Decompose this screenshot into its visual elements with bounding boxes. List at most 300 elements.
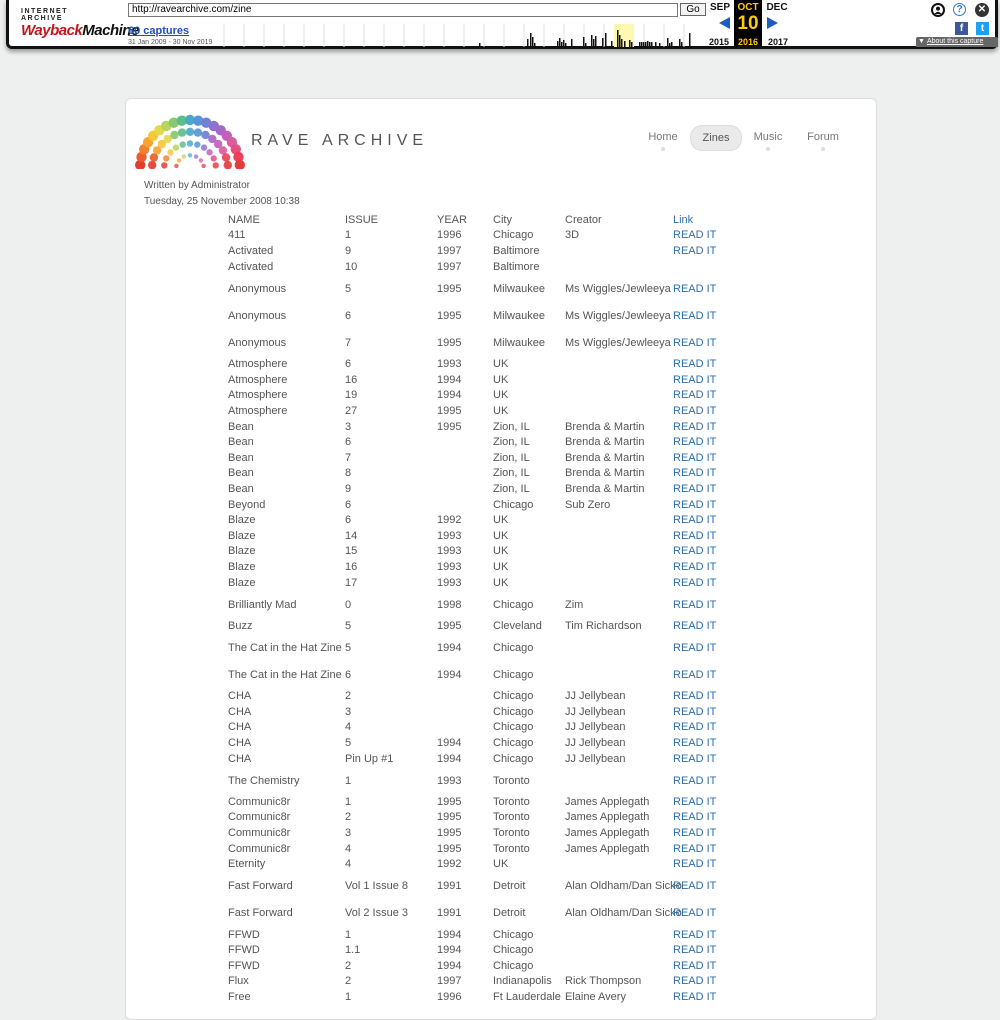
capture-sparkline[interactable]: [219, 24, 697, 47]
cell-city: UK: [493, 561, 509, 573]
capture-bar: [561, 42, 563, 47]
cell-issue: 6: [345, 310, 352, 322]
table-row: [126, 310, 876, 326]
cell-year: 1996: [437, 229, 462, 241]
cell-issue: 5: [345, 283, 352, 295]
cell-name: Communic8r: [228, 796, 291, 808]
cell-issue: 5: [345, 620, 352, 632]
capture-bar: [667, 38, 669, 47]
cell-year: 1994: [437, 929, 462, 941]
cell-city: Milwaukee: [493, 310, 545, 322]
cell-creator: Elaine Avery: [565, 991, 626, 1003]
cell-name: CHA: [228, 721, 252, 733]
chevron-down-icon: ▼: [918, 38, 925, 45]
table-row: [126, 843, 876, 859]
cell-name: Atmosphere: [228, 389, 288, 401]
cell-name: Communic8r: [228, 811, 291, 823]
cell-city: UK: [493, 514, 509, 526]
cell-creator: Alan Oldham/Dan Sicko: [565, 907, 682, 919]
read-it-link[interactable]: READ IT: [673, 577, 717, 589]
logo-wayback-text: [21, 22, 139, 40]
capture-bar: [681, 42, 683, 47]
cell-issue: 3: [345, 706, 352, 718]
cell-name: Anonymous: [228, 337, 287, 349]
table-row: [126, 452, 876, 468]
read-it-link[interactable]: READ IT: [673, 620, 717, 632]
about-capture-link[interactable]: About this capture: [926, 38, 984, 45]
cell-city: Chicago: [493, 706, 534, 718]
capture-bar: [559, 38, 561, 47]
read-it-link[interactable]: READ IT: [673, 929, 717, 941]
column-header-issue: ISSUE: [345, 214, 379, 226]
twitter-icon[interactable]: t: [976, 22, 989, 35]
cell-name: CHA: [228, 690, 252, 702]
cell-city: Chicago: [493, 690, 534, 702]
cell-year: 1995: [437, 827, 462, 839]
cell-name: Free: [228, 991, 251, 1003]
cell-creator: Ms Wiggles/Jewleeya: [565, 337, 671, 349]
cell-city: UK: [493, 405, 509, 417]
cell-name: CHA: [228, 753, 252, 765]
next-capture-arrow-icon[interactable]: [767, 17, 778, 29]
table-row: [126, 577, 876, 593]
column-header-name: NAME: [228, 214, 260, 226]
capture-bar: [624, 41, 626, 47]
read-it-link[interactable]: READ IT: [673, 514, 717, 526]
table-row: [126, 753, 876, 769]
prev-year-label[interactable]: 2015: [708, 37, 730, 47]
cell-creator: James Applegath: [565, 811, 650, 823]
read-it-link[interactable]: READ IT: [673, 545, 717, 557]
capture-bar: [534, 43, 536, 47]
cell-city: UK: [493, 858, 509, 870]
nav-music-dot: [766, 147, 770, 151]
capture-bar: [602, 38, 604, 47]
read-it-link[interactable]: READ IT: [673, 753, 717, 765]
cell-issue: 6: [345, 358, 352, 370]
capture-bar: [593, 39, 595, 47]
cell-name: Fast Forward: [228, 880, 293, 892]
cell-year: 1993: [437, 775, 462, 787]
capture-bar: [619, 35, 621, 47]
read-it-link[interactable]: READ IT: [673, 880, 717, 892]
logo-dot: [222, 153, 230, 161]
prev-capture-arrow-icon[interactable]: [719, 17, 730, 29]
nav-zines-label: Zines: [702, 132, 730, 144]
cell-year: 1997: [437, 975, 462, 987]
column-header-year: YEAR: [437, 214, 467, 226]
cell-issue: 7: [345, 337, 352, 349]
read-it-link[interactable]: READ IT: [673, 737, 717, 749]
read-it-link[interactable]: READ IT: [673, 944, 717, 956]
cell-name: Bean: [228, 483, 254, 495]
table-header-row: [126, 214, 876, 230]
table-row: [126, 467, 876, 483]
logo-dot: [194, 154, 198, 158]
table-row: [126, 737, 876, 753]
cell-name: Bean: [228, 436, 254, 448]
table-row: [126, 530, 876, 546]
read-it-link[interactable]: READ IT: [673, 436, 717, 448]
cell-issue: 2: [345, 690, 352, 702]
cell-city: Zion, IL: [493, 467, 530, 479]
table-row: [126, 944, 876, 960]
url-input[interactable]: [128, 3, 678, 17]
cell-creator: James Applegath: [565, 796, 650, 808]
logo-dot: [224, 161, 232, 169]
current-year: 2016: [737, 37, 759, 47]
read-it-link[interactable]: READ IT: [673, 721, 717, 733]
cell-city: Zion, IL: [493, 452, 530, 464]
capture-bar: [479, 43, 481, 47]
cell-city: Zion, IL: [493, 436, 530, 448]
logo-dot: [206, 149, 212, 155]
nav-forum-dot: [821, 147, 825, 151]
capture-bar: [669, 43, 671, 47]
read-it-link[interactable]: READ IT: [673, 421, 717, 433]
cell-city: Chicago: [493, 944, 534, 956]
cell-name: Blaze: [228, 545, 256, 557]
capture-bar: [641, 42, 643, 47]
cell-year: 1995: [437, 310, 462, 322]
cell-issue: 8: [345, 467, 352, 479]
current-day: 10: [737, 13, 759, 34]
cell-city: Milwaukee: [493, 337, 545, 349]
facebook-icon[interactable]: f: [955, 22, 968, 35]
capture-bar: [645, 42, 647, 47]
logo-dot: [174, 164, 178, 168]
table-row: [126, 374, 876, 390]
capture-bar: [679, 39, 681, 47]
cell-creator: Brenda & Martin: [565, 452, 645, 464]
cell-year: 1995: [437, 811, 462, 823]
cell-year: 1995: [437, 620, 462, 632]
cell-creator: JJ Jellybean: [565, 706, 626, 718]
read-it-link[interactable]: READ IT: [673, 827, 717, 839]
cell-year: 1993: [437, 545, 462, 557]
cell-year: 1997: [437, 261, 462, 273]
cell-year: 1993: [437, 530, 462, 542]
table-row: [126, 642, 876, 658]
cell-creator: JJ Jellybean: [565, 721, 626, 733]
cell-issue: 5: [345, 642, 352, 654]
cell-name: Bean: [228, 421, 254, 433]
read-it-link[interactable]: READ IT: [673, 843, 717, 855]
nav-forum[interactable]: [804, 125, 842, 149]
cell-year: 1995: [437, 421, 462, 433]
read-it-link[interactable]: READ IT: [673, 283, 717, 295]
capture-bar: [595, 36, 597, 47]
cell-name: Communic8r: [228, 843, 291, 855]
cell-issue: 2: [345, 960, 352, 972]
cell-year: 1996: [437, 991, 462, 1003]
capture-bar: [605, 33, 607, 47]
user-icon[interactable]: [931, 3, 945, 17]
cell-year: 1994: [437, 960, 462, 972]
cell-city: Baltimore: [493, 245, 540, 257]
cell-city: Ft Lauderdale: [493, 991, 561, 1003]
cell-year: 1993: [437, 577, 462, 589]
cell-name: Activated: [228, 245, 274, 257]
table-row: [126, 545, 876, 561]
cell-name: Brilliantly Mad: [228, 599, 297, 611]
cell-issue: 3: [345, 421, 352, 433]
table-row: [126, 283, 876, 299]
table-row: [126, 514, 876, 530]
nav-music-label: Music: [753, 131, 783, 143]
current-capture-date: [734, 0, 762, 46]
logo-dot: [173, 144, 179, 150]
cell-name: Anonymous: [228, 310, 287, 322]
cell-issue: 1: [345, 796, 352, 808]
logo-dot: [182, 154, 186, 158]
cell-city: Milwaukee: [493, 283, 545, 295]
read-it-link[interactable]: READ IT: [673, 389, 717, 401]
read-it-link[interactable]: READ IT: [673, 374, 717, 386]
nav-forum-label: Forum: [807, 131, 839, 143]
cell-issue: 9: [345, 483, 352, 495]
cell-city: Chicago: [493, 960, 534, 972]
go-button[interactable]: Go: [680, 3, 706, 16]
logo-dot: [194, 141, 200, 147]
cell-issue: 10: [345, 261, 358, 273]
cell-name: Communic8r: [228, 827, 291, 839]
cell-creator: James Applegath: [565, 827, 650, 839]
cell-creator: Zim: [565, 599, 584, 611]
cell-issue: 16: [345, 374, 358, 386]
cell-year: 1992: [437, 858, 462, 870]
read-it-link[interactable]: READ IT: [673, 499, 717, 511]
read-it-link[interactable]: READ IT: [673, 530, 717, 542]
prev-month-label[interactable]: SEP: [709, 2, 730, 13]
table-row: [126, 706, 876, 722]
cell-city: Indianapolis: [493, 975, 552, 987]
table-row: [126, 436, 876, 452]
cell-name: Anonymous: [228, 283, 287, 295]
rave-archive-logo-icon[interactable]: [134, 109, 246, 169]
cell-city: Chicago: [493, 753, 534, 765]
capture-bar: [631, 42, 633, 47]
cell-creator: JJ Jellybean: [565, 753, 626, 765]
table-row: [126, 960, 876, 976]
cell-issue: 6: [345, 514, 352, 526]
cell-creator: Ms Wiggles/Jewleeya: [565, 283, 671, 295]
table-row: [126, 229, 876, 245]
capture-bar: [621, 39, 623, 47]
cell-city: Detroit: [493, 880, 526, 892]
cell-issue: 6: [345, 436, 352, 448]
cell-year: 1995: [437, 283, 462, 295]
cell-city: UK: [493, 545, 509, 557]
cell-issue: Vol 1 Issue 8: [345, 880, 408, 892]
read-it-link[interactable]: READ IT: [673, 358, 717, 370]
cell-issue: 1: [345, 775, 352, 787]
read-it-link[interactable]: READ IT: [673, 991, 717, 1003]
cell-issue: 14: [345, 530, 358, 542]
cell-issue: 2: [345, 975, 352, 987]
cell-name: Blaze: [228, 514, 256, 526]
read-it-link[interactable]: READ IT: [673, 775, 717, 787]
close-icon[interactable]: ✕: [975, 3, 989, 17]
capture-bar: [583, 37, 585, 47]
capture-bar: [527, 39, 529, 47]
logo-dot: [178, 128, 186, 136]
cell-creator: Ms Wiggles/Jewleeya: [565, 310, 671, 322]
logo-dot: [180, 141, 186, 147]
about-capture-tab[interactable]: [916, 37, 998, 47]
read-it-link[interactable]: READ IT: [673, 452, 717, 464]
read-it-link[interactable]: READ IT: [673, 245, 717, 257]
cell-name: Fast Forward: [228, 907, 293, 919]
cell-issue: 4: [345, 721, 352, 733]
capture-bar: [563, 40, 565, 47]
read-it-link[interactable]: READ IT: [673, 599, 717, 611]
read-it-link[interactable]: READ IT: [673, 405, 717, 417]
table-row: [126, 811, 876, 827]
cell-city: Toronto: [493, 796, 530, 808]
cell-name: FFWD: [228, 929, 260, 941]
cell-city: Chicago: [493, 721, 534, 733]
logo-wayback-word: Wayback: [21, 22, 83, 39]
article-date: Tuesday, 25 November 2008 10:38: [144, 196, 300, 207]
logo-dot: [186, 128, 194, 136]
cell-creator: Sub Zero: [565, 499, 611, 511]
cell-issue: 4: [345, 843, 352, 855]
read-it-link[interactable]: READ IT: [673, 337, 717, 349]
read-it-link[interactable]: READ IT: [673, 483, 717, 495]
table-row: [126, 405, 876, 421]
capture-bar: [689, 33, 691, 47]
capture-bar: [659, 43, 661, 47]
captures-link[interactable]: 60 captures: [128, 25, 190, 37]
column-header-link: Link: [673, 214, 694, 226]
cell-creator: 3D: [565, 229, 580, 241]
read-it-link[interactable]: READ IT: [673, 690, 717, 702]
next-year-label[interactable]: 2017: [767, 37, 789, 47]
cell-name: Bean: [228, 467, 254, 479]
cell-city: Toronto: [493, 775, 530, 787]
logo-dot: [170, 131, 178, 139]
nav-music[interactable]: [750, 125, 786, 149]
table-row: [126, 907, 876, 923]
cell-name: CHA: [228, 737, 252, 749]
cell-year: 1994: [437, 737, 462, 749]
wayback-logo[interactable]: [21, 8, 139, 39]
table-row: [126, 337, 876, 353]
read-it-link[interactable]: READ IT: [673, 975, 717, 987]
logo-dot: [199, 158, 203, 162]
logo-dot: [188, 153, 192, 157]
table-row: [126, 561, 876, 577]
cell-year: 1991: [437, 880, 462, 892]
capture-bar: [651, 42, 653, 47]
table-row: [126, 389, 876, 405]
cell-city: Cleveland: [493, 620, 542, 632]
cell-city: Chicago: [493, 929, 534, 941]
cell-name: Activated: [228, 261, 274, 273]
table-row: [126, 261, 876, 277]
cell-city: Zion, IL: [493, 421, 530, 433]
cell-issue: Pin Up #1: [345, 753, 394, 765]
logo-dot: [187, 140, 193, 146]
read-it-link[interactable]: READ IT: [673, 310, 717, 322]
cell-name: FFWD: [228, 944, 260, 956]
cell-city: UK: [493, 530, 509, 542]
logo-dot: [211, 155, 217, 161]
cell-creator: Brenda & Martin: [565, 436, 645, 448]
cell-city: UK: [493, 358, 509, 370]
read-it-link[interactable]: READ IT: [673, 229, 717, 241]
read-it-link[interactable]: READ IT: [673, 796, 717, 808]
nav-zines[interactable]: [690, 125, 742, 151]
read-it-link[interactable]: READ IT: [673, 960, 717, 972]
logo-dot: [163, 155, 169, 161]
read-it-link[interactable]: READ IT: [673, 706, 717, 718]
read-it-link[interactable]: READ IT: [673, 907, 717, 919]
cell-year: 1992: [437, 514, 462, 526]
cell-year: 1991: [437, 907, 462, 919]
cell-year: 1993: [437, 561, 462, 573]
cell-city: Baltimore: [493, 261, 540, 273]
cell-name: The Chemistry: [228, 775, 300, 787]
cell-city: Chicago: [493, 737, 534, 749]
cell-creator: Brenda & Martin: [565, 483, 645, 495]
logo-internet-archive-text: INTERNET ARCHIVE: [21, 8, 68, 22]
cell-name: Atmosphere: [228, 358, 288, 370]
capture-bar: [532, 37, 534, 47]
cell-name: Eternity: [228, 858, 266, 870]
cell-name: Atmosphere: [228, 405, 288, 417]
cell-city: Toronto: [493, 843, 530, 855]
cell-name: Atmosphere: [228, 374, 288, 386]
help-icon[interactable]: ?: [953, 3, 966, 16]
cell-city: Toronto: [493, 827, 530, 839]
cell-city: Chicago: [493, 599, 534, 611]
cell-city: UK: [493, 389, 509, 401]
cell-creator: JJ Jellybean: [565, 737, 626, 749]
cell-creator: Tim Richardson: [565, 620, 642, 632]
table-row: [126, 245, 876, 261]
cell-year: 1995: [437, 405, 462, 417]
capture-bar: [585, 43, 587, 47]
cell-year: 1995: [437, 796, 462, 808]
article-byline: Written by Administrator: [144, 180, 250, 191]
table-row: [126, 620, 876, 636]
capture-bar: [565, 43, 567, 47]
capture-bar: [591, 35, 593, 47]
read-it-link[interactable]: READ IT: [673, 858, 717, 870]
read-it-link[interactable]: READ IT: [673, 467, 717, 479]
cell-year: 1994: [437, 642, 462, 654]
read-it-link[interactable]: READ IT: [673, 811, 717, 823]
logo-dot: [194, 128, 202, 136]
table-row: [126, 483, 876, 499]
cell-name: Blaze: [228, 530, 256, 542]
cell-year: 1994: [437, 944, 462, 956]
cell-issue: 15: [345, 545, 358, 557]
logo-machine-word: Machine: [82, 22, 139, 39]
cell-name: Flux: [228, 975, 249, 987]
read-it-link[interactable]: READ IT: [673, 561, 717, 573]
site-page: [125, 98, 877, 1020]
capture-bar: [649, 42, 651, 47]
read-it-link[interactable]: READ IT: [673, 642, 717, 654]
cell-name: FFWD: [228, 960, 260, 972]
read-it-link[interactable]: READ IT: [673, 669, 717, 681]
site-title: RAVE ARCHIVE: [251, 132, 429, 149]
cell-name: The Cat in the Hat Zine: [228, 642, 342, 654]
nav-home[interactable]: [644, 125, 682, 149]
